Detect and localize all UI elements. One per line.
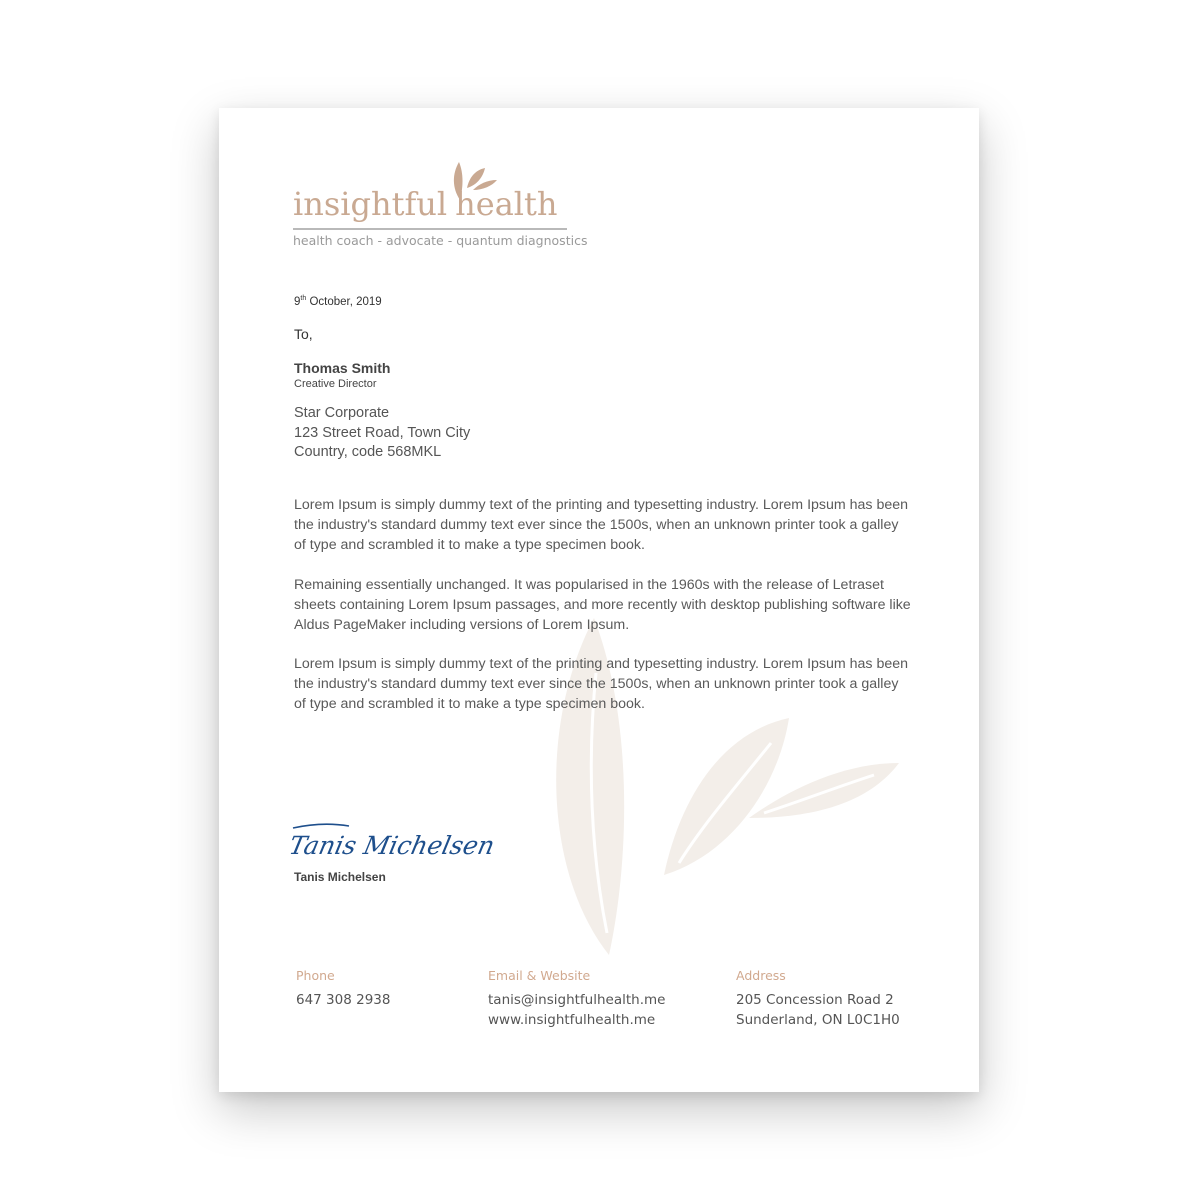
letterhead-page [219,108,979,1092]
date-month-year: October, 2019 [306,295,382,308]
logo-word-health: health [455,185,558,223]
address-line-2: Sunderland, ON L0C1H0 [736,1012,900,1028]
date-day: 9 [294,295,301,308]
address-heading: Address [736,968,786,983]
logo-divider [293,228,567,230]
letter-date [294,295,382,308]
handwritten-signature [286,820,498,870]
recipient-title: Creative Director [294,378,377,390]
email-website-heading: Email & Website [488,968,591,983]
logo-word-insightful: insightful [293,185,448,223]
email-address[interactable]: tanis@insightfulhealth.me [488,992,666,1008]
address-line: 123 Street Road, Town City [294,424,471,441]
letter-body [294,495,914,734]
signature-script: Tanis Michelsen [286,831,498,860]
signer-name: Tanis Michelsen [294,870,386,884]
logo-wordmark [293,186,557,222]
date-suffix: th [300,295,307,302]
body-paragraph: Remaining essentially unchanged. It was popularised in the 1960s with the release of Letraset sheets containing Lorem Ipsum passages, and more recently with desktop publishing software like Aldus PageMaker including versions of Lorem Ipsum. [294,576,911,633]
body-paragraph: Lorem Ipsum is simply dummy text of the printing and typesetting industry. Lorem Ipsum has been the industry's standard dummy text ever since the 1500s, when an unknown printer took a galley of type and scrambled it to make a type specimen book. [294,497,909,553]
body-paragraph: Lorem Ipsum is simply dummy text of the printing and typesetting industry. Lorem Ipsum has been the industry's standard dummy text ever since the 1500s, when an unknown printer took a galley of type and scrambled it to make a type specimen book. [294,656,909,712]
recipient-address [294,404,470,463]
website-url[interactable]: www.insightfulhealth.me [488,1012,656,1028]
salutation: To, [294,326,313,342]
footer-email-website [488,968,665,1030]
address-line: Star Corporate [294,405,390,421]
recipient-name: Thomas Smith [294,360,391,376]
address-line: Country, code 568MKL [294,444,442,460]
footer-address [736,968,900,1030]
brand-logo [293,160,588,252]
address-line-1: 205 Concession Road 2 [736,992,894,1008]
footer-phone [296,968,390,1010]
phone-heading: Phone [296,968,335,983]
phone-number: 647 308 2938 [296,992,391,1008]
logo-tagline: health coach - advocate - quantum diagnostics [293,233,588,248]
